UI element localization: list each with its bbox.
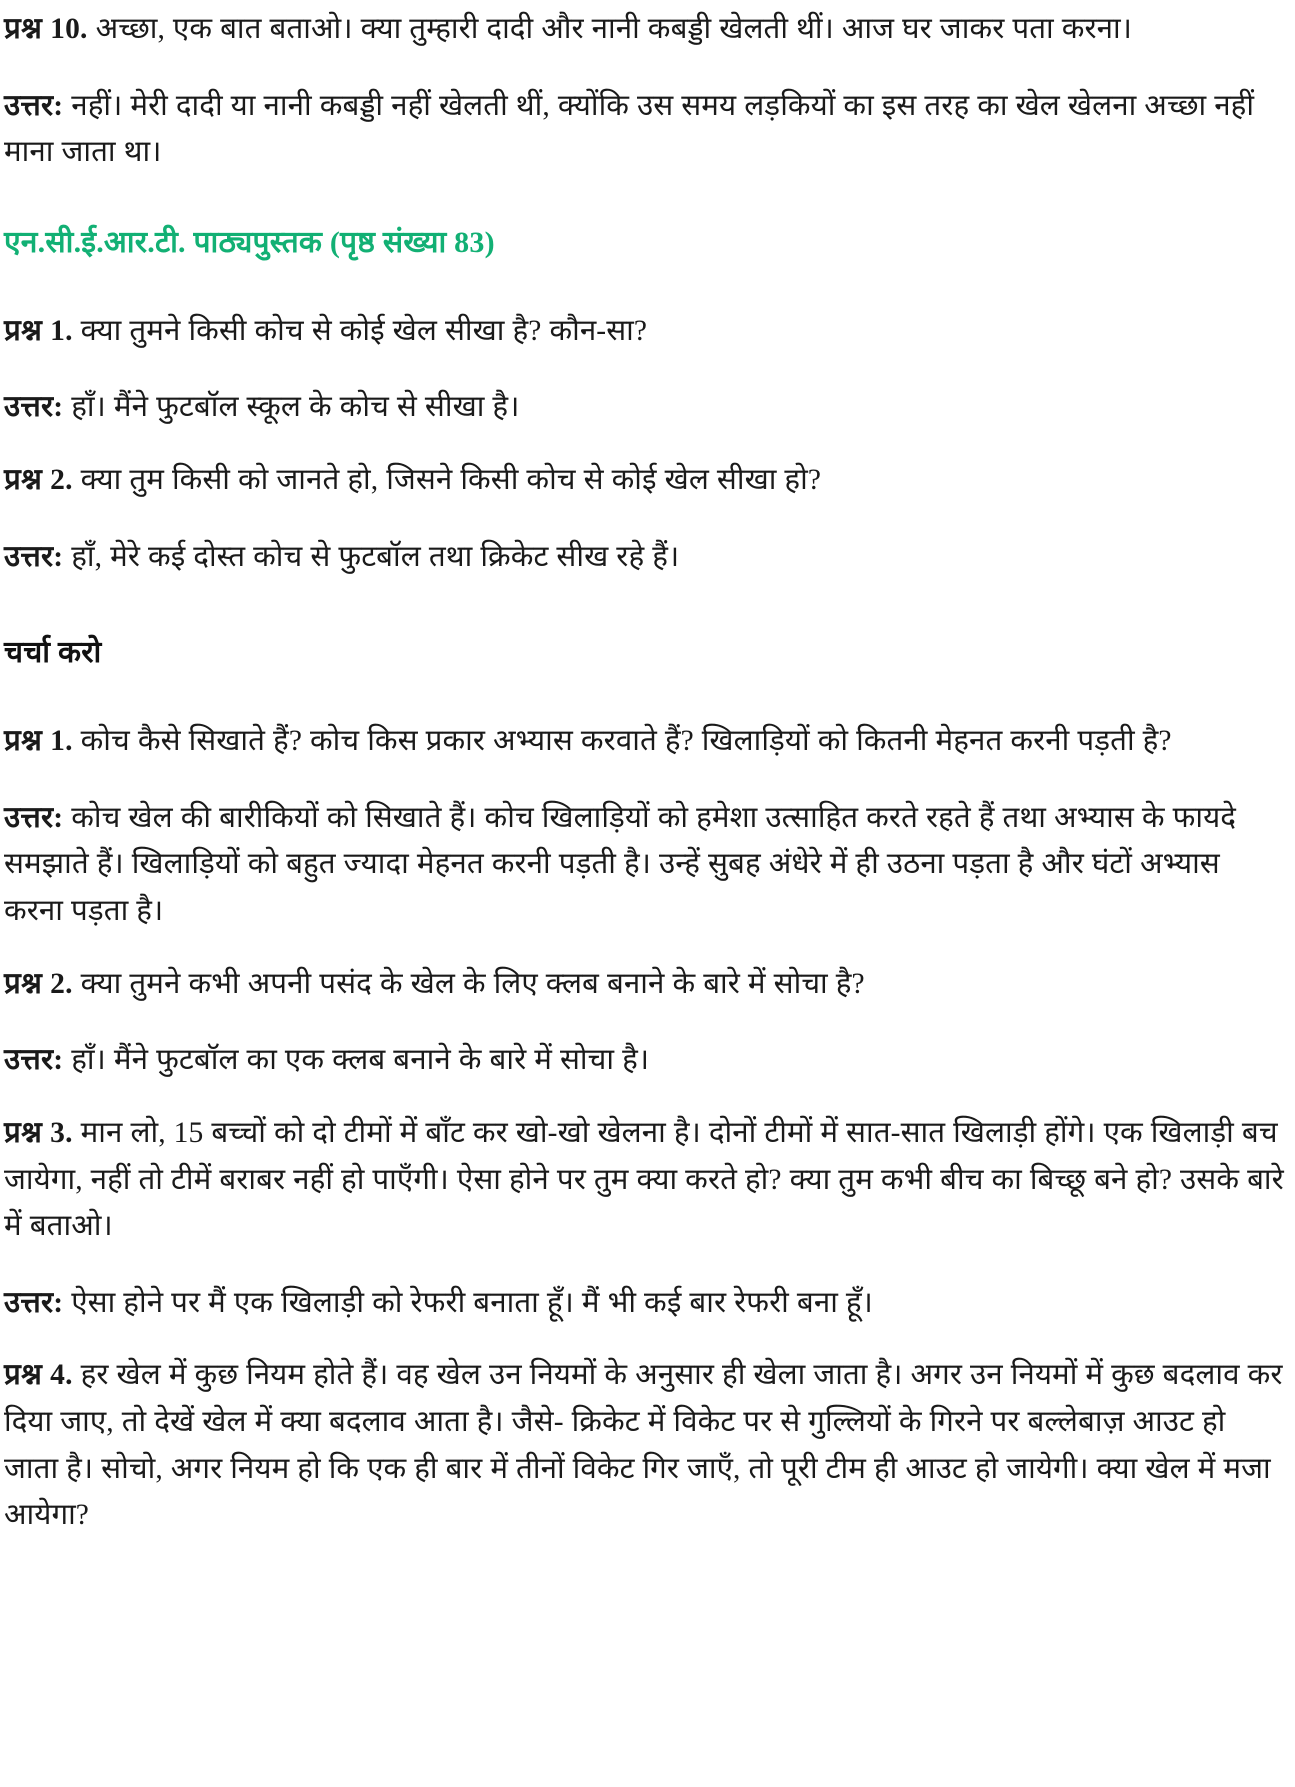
question-label: प्रश्न 4. bbox=[4, 1359, 73, 1392]
discuss-heading: चर्चा करो bbox=[4, 636, 102, 670]
question-text: क्या तुमने कभी अपनी पसंद के खेल के लिए क्लब बनाने के बारे में सोचा है? bbox=[72, 967, 865, 1000]
question-block bbox=[4, 961, 1285, 1008]
question-text: हर खेल में कुछ नियम होते हैं। वह खेल उन नियमों के अनुसार ही खेला जाता है। अगर उन नियमों में कुछ बदलाव कर दिया जाए, तो देखें खेल में क्या बदलाव आता है। जैसे- क्रिकेट में विकेट पर से गुल्लियों के गिरने पर बल्लेबाज़ आउट हो जाता है। सोचो, अगर नियम हो कि एक ही बार में तीनों विकेट गिर जाएँ, तो पूरी टीम ही आउट हो जायेगी। क्या खेल में मजा आयेगा? bbox=[4, 1359, 1283, 1532]
question-text: कोच कैसे सिखाते हैं? कोच किस प्रकार अभ्यास करवाते हैं? खिलाड़ियों को कितनी मेहनत करनी पड़ती है? bbox=[72, 725, 1172, 758]
answer-block bbox=[4, 384, 1285, 431]
answer-label: उत्तर: bbox=[4, 1286, 64, 1319]
answer-text: हाँ। मैंने फुटबॉल का एक क्लब बनाने के बारे में सोचा है। bbox=[63, 1044, 650, 1077]
answer-text: हाँ, मेरे कई दोस्त कोच से फुटबॉल तथा क्रिकेट सीख रहे हैं। bbox=[63, 540, 680, 573]
answer-text: नहीं। मेरी दादी या नानी कबड्डी नहीं खेलती थीं, क्योंकि उस समय लड़कियों का इस तरह का खेल खेलना अच्छा नहीं माना जाता था। bbox=[4, 89, 1255, 169]
question-text: मान लो, 15 बच्चों को दो टीमों में बाँट कर खो-खो खेलना है। दोनों टीमों में सात-सात खिलाड़ी होंगे। एक खिलाड़ी बच जायेगा, नहीं तो टीमें बराबर नहीं हो पाएँगी। ऐसा होने पर तुम क्या करते हो? क्या तुम कभी बीच का बिच्छू बने हो? उसके बारे में बताओ। bbox=[4, 1116, 1284, 1243]
question-label: प्रश्न 2. bbox=[4, 464, 73, 497]
answer-label: उत्तर: bbox=[4, 801, 64, 834]
question-label: प्रश्न 1. bbox=[4, 314, 73, 347]
question-block bbox=[4, 1352, 1285, 1538]
question-block bbox=[4, 718, 1285, 765]
answer-label: उत्तर: bbox=[4, 89, 64, 122]
answer-text: कोच खेल की बारीकियों को सिखाते हैं। कोच खिलाड़ियों को हमेशा उत्साहित करते रहते हैं तथा अभ्यास के फायदे समझाते हैं। खिलाड़ियों को बहुत ज्यादा मेहनत करनी पड़ती है। उन्हें सुबह अंधेरे में ही उठना पड़ता है और घंटों अभ्यास करना पड़ता है। bbox=[4, 801, 1237, 928]
question-text: अच्छा, एक बात बताओ। क्या तुम्हारी दादी और नानी कबड्डी खेलती थीं। आज घर जाकर पता करना। bbox=[87, 13, 1133, 45]
content-root bbox=[4, 6, 1285, 1539]
question-text: क्या तुम किसी को जानते हो, जिसने किसी कोच से कोई खेल सीखा हो? bbox=[72, 464, 822, 497]
question-label: प्रश्न 1. bbox=[4, 725, 73, 758]
answer-block bbox=[4, 534, 1285, 581]
question-text: क्या तुमने किसी कोच से कोई खेल सीखा है? कौन-सा? bbox=[72, 314, 648, 347]
question-block bbox=[4, 1110, 1285, 1250]
question-block bbox=[4, 457, 1285, 504]
question-block bbox=[4, 6, 1285, 53]
question-label: प्रश्न 10. bbox=[4, 13, 88, 45]
answer-block bbox=[4, 1280, 1285, 1327]
answer-text: ऐसा होने पर मैं एक खिलाड़ी को रेफरी बनाता हूँ। मैं भी कई बार रेफरी बना हूँ। bbox=[63, 1286, 873, 1319]
question-label: प्रश्न 3. bbox=[4, 1116, 73, 1149]
answer-label: उत्तर: bbox=[4, 540, 64, 573]
question-block bbox=[4, 308, 1285, 355]
answer-label: उत्तर: bbox=[4, 391, 64, 424]
answer-label: उत्तर: bbox=[4, 1044, 64, 1077]
answer-block bbox=[4, 795, 1285, 935]
answer-block bbox=[4, 1037, 1285, 1084]
question-label: प्रश्न 2. bbox=[4, 967, 73, 1000]
ncert-textbook-heading: एन.सी.ई.आर.टी. पाठ्यपुस्तक (पृष्ठ संख्या 83) bbox=[4, 225, 495, 259]
answer-block bbox=[4, 83, 1285, 176]
answer-text: हाँ। मैंने फुटबॉल स्कूल के कोच से सीखा है। bbox=[63, 391, 520, 424]
